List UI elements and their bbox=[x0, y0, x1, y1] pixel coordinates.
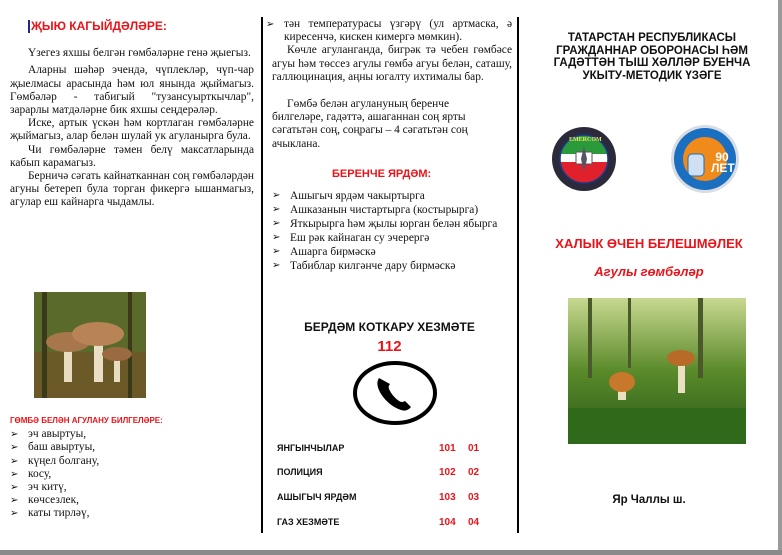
list-item: ➢ каты тирләү, bbox=[10, 507, 254, 520]
rescue-title: БЕРДӘМ КОТКАРУ ХЕЗМӘТЕ bbox=[304, 320, 475, 334]
phone-icon bbox=[352, 360, 438, 426]
emercom-tatarstan-logo bbox=[551, 126, 617, 192]
phone-number-short: 02 bbox=[468, 467, 480, 478]
phone-name: АШЫГЫЧ ЯРДӘМ bbox=[277, 492, 357, 502]
rescue-number: 112 bbox=[377, 338, 402, 355]
list-item: ➢ Ашарга бирмәскә bbox=[272, 245, 512, 259]
list-item: ➢ косу, bbox=[10, 468, 254, 481]
first-aid-heading: БЕРЕНЧЕ ЯРДӘМ: bbox=[332, 167, 432, 180]
symptoms-section bbox=[10, 414, 254, 521]
rules-paragraph: Аларны шәһәр эчендә, чүплекләр, чүп-чар җыелмасы арасында һәм юл янында җыймагыз. Гөмбәләр - табигый "тузансуырткычлар", зарарлы матдәләрне бик яхшы сеңдерәләр. bbox=[10, 64, 254, 117]
rules-heading: ҖЫЮ КАГЫЙДӘЛӘРЕ: bbox=[28, 20, 254, 33]
mushroom-photo bbox=[34, 292, 146, 398]
phone-number: 104 bbox=[439, 517, 456, 528]
rules-paragraph: Чи гөмбәләрне тәмен белү максатларында кабып карамагыз. bbox=[10, 143, 254, 169]
rules-paragraph: Берничә сәгать кайнатканнан соң гөмбәләрдән агуны бетереп була торган фикергә ышанмагыз, агулар еш кайнарга чыдамлы. bbox=[10, 170, 254, 209]
symptoms-onset-paragraph: Гөмбә белән агулануның беренче билгеләре, гадәттә, ашаганнан соң ярты сәгатьтән соң, соңрагы – 4 сәгатьтән соң ачыклана. bbox=[272, 98, 468, 150]
list-item: ➢ Табиблар килгәнче дару бирмәскә bbox=[272, 259, 512, 273]
phone-number: 101 bbox=[439, 443, 456, 454]
forest-mushroom-photo bbox=[568, 298, 746, 444]
first-aid-list bbox=[272, 189, 512, 273]
list-item: ➢ көчсезлек, bbox=[10, 494, 254, 507]
phone-name: ЯНГЫНЧЫЛАР bbox=[277, 443, 345, 453]
symptoms-list bbox=[10, 428, 254, 520]
rules-paragraph: Үзегез яхшы белгән гөмбәләрне генә җыегыз. bbox=[28, 47, 251, 60]
city-label: Яр Чаллы ш. bbox=[612, 494, 686, 506]
page-edge bbox=[778, 0, 782, 555]
phone-name: ПОЛИЦИЯ bbox=[277, 467, 323, 477]
list-item: ➢ эч авыртуы, bbox=[10, 428, 254, 441]
page-bottom-edge bbox=[0, 550, 782, 555]
org-title: ТАТАРСТАН РЕСПУБЛИКАСЫ ГРАЖДАННАР ОБОРОНАСЫ ҺӘМ ГАДӘТТӘН ТЫШ ХӘЛЛӘР БУЕНЧА УКЫТУ-МЕТОДИК ҮЗӘГЕ bbox=[553, 32, 751, 82]
phone-number-short: 03 bbox=[468, 492, 480, 503]
phone-number: 103 bbox=[439, 492, 456, 503]
list-item: ➢ баш авыртуы, bbox=[10, 441, 254, 454]
phone-number-short: 04 bbox=[468, 517, 480, 528]
list-item: ➢ Ашказанын чистартырга (костырырга) bbox=[272, 203, 512, 217]
subtitle: Агулы гөмбәләр bbox=[594, 264, 704, 279]
column-divider bbox=[261, 17, 263, 533]
phone-number-short: 01 bbox=[468, 443, 480, 454]
phone-row-fire bbox=[277, 443, 497, 453]
phone-row-police bbox=[277, 467, 497, 477]
list-item: ➢ эч китү, bbox=[10, 481, 254, 494]
phone-row-ambulance bbox=[277, 492, 497, 502]
list-item: ➢ Ашыгыч ярдәм чакыртырга bbox=[272, 189, 512, 203]
phone-name: ГАЗ ХЕЗМӘТЕ bbox=[277, 517, 340, 527]
poisoning-paragraph: Көчле агуланганда, бигрәк тә чебен гөмбәсе агуы һәм төссез агулы гөмбә агуы белән, саташу, галлюцинация, аңны югалту ихтималы бар. bbox=[272, 44, 512, 83]
panel-rules bbox=[10, 20, 254, 210]
panel-first-aid bbox=[272, 18, 512, 273]
logo1-emercom-text: EMERCOM bbox=[569, 137, 602, 143]
rules-paragraph: Иске, артык үскән һәм кортлаган гөмбәләрне җыймагыз, алар белән шулай ук агуланырга була. bbox=[10, 117, 254, 143]
list-item: ➢ Еш рәк кайнаган су эчерергә bbox=[272, 231, 512, 245]
logo2-90-years-text: 90 ЛЕТ bbox=[711, 150, 735, 175]
phone-number: 102 bbox=[439, 467, 456, 478]
symptoms-heading: ГӨМБӘ БЕЛӘН АГУЛАНУ БИЛГЕЛӘРЕ: bbox=[10, 416, 163, 425]
phone-row-gas bbox=[277, 517, 497, 527]
list-item: ➢ тән температурасы үзгәрү (ул артмаска, ә киресенчә, кискен кимергә мөмкин). bbox=[266, 18, 512, 44]
list-item: ➢ күңел болгану, bbox=[10, 455, 254, 468]
main-title: ХАЛЫК ӨЧЕН БЕЛЕШМӘЛЕК bbox=[555, 236, 743, 251]
column-divider bbox=[517, 17, 519, 533]
list-item: ➢ Яткырырга һәм җылы юрган белән ябырга bbox=[272, 217, 512, 231]
